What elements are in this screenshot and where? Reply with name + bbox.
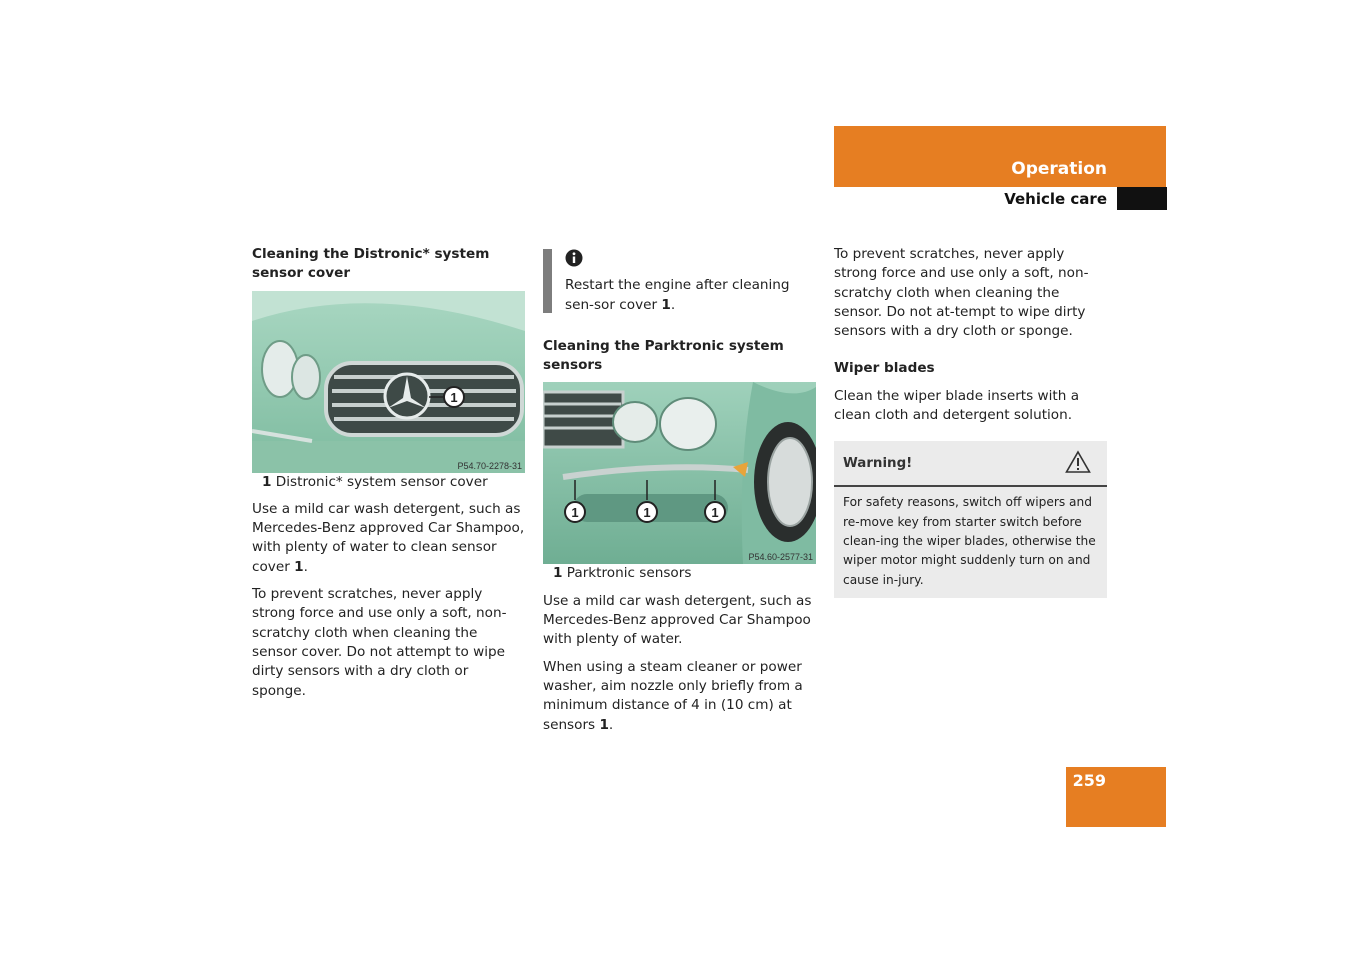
warning-triangle-icon	[1065, 450, 1091, 474]
parktronic-sensor-photo	[543, 382, 816, 564]
photo-callout-1a: 1	[571, 505, 579, 521]
warning-text: For safety reasons, switch off wipers and re-move key from starter switch before clean-ing the wiper blades, otherwise the wiper motor might suddenly turn on and cause in-jury.	[843, 495, 1096, 587]
info-note-text: Restart the engine after cleaning sen-sor cover 1.	[565, 277, 790, 313]
column-2	[543, 249, 816, 735]
parktronic-image-code: P54.60-2577-31	[748, 552, 813, 563]
photo-callout-1: 1	[450, 389, 458, 405]
page-number: 259	[1072, 771, 1106, 790]
note-bar	[543, 249, 552, 313]
column-3	[834, 245, 1107, 598]
distronic-sensor-photo	[252, 291, 525, 473]
photo-callout-1c: 1	[711, 505, 719, 521]
distronic-paragraph-2: To prevent scratches, never apply strong force and use only a soft, non-scratchy cloth when cleaning the sensor cover. Do not attempt to wipe dirty sensors with a dry cloth or sponge.	[252, 586, 507, 699]
parktronic-heading: Cleaning the Parktronic system sensors	[543, 337, 784, 374]
section-title: Operation	[1011, 159, 1107, 179]
subsection-title: Vehicle care	[1004, 190, 1107, 208]
caption-number: 1	[262, 473, 272, 490]
parktronic-paragraph-1: Use a mild car wash detergent, such as Mercedes-Benz approved Car Shampoo with plenty of water.	[543, 592, 812, 648]
column-1	[252, 245, 525, 701]
distronic-caption: 1 Distronic* system sensor cover	[262, 473, 488, 490]
distronic-heading: Cleaning the Distronic* system sensor cover	[252, 246, 490, 282]
warning-header	[834, 441, 1107, 487]
distronic-paragraph-1: Use a mild car wash detergent, such as Mercedes-Benz approved Car Shampoo, with plenty of water to clean sensor cover 1.	[252, 500, 525, 575]
wiper-blades-paragraph: Clean the wiper blade inserts with a clean cloth and detergent solution.	[834, 387, 1080, 424]
warning-box	[834, 441, 1107, 597]
photo-callout-1b: 1	[643, 505, 651, 521]
warning-title: Warning!	[843, 456, 913, 472]
info-icon	[565, 249, 583, 267]
parktronic-paragraph-2: When using a steam cleaner or power washer, aim nozzle only briefly from a minimum distance of 4 in (10 cm) at sensors 1.	[543, 658, 803, 733]
sensor-paragraph: To prevent scratches, never apply strong force and use only a soft, non-scratchy cloth when cleaning the sensor. Do not at-tempt to wipe dirty sensors with a dry cloth or sponge.	[834, 246, 1089, 340]
distronic-image-code: P54.70-2278-31	[457, 460, 522, 471]
wiper-blades-heading: Wiper blades	[834, 360, 935, 377]
info-note	[543, 249, 816, 315]
parktronic-caption: 1 Parktronic sensors	[553, 565, 692, 582]
header-tab-marker	[1117, 187, 1167, 210]
